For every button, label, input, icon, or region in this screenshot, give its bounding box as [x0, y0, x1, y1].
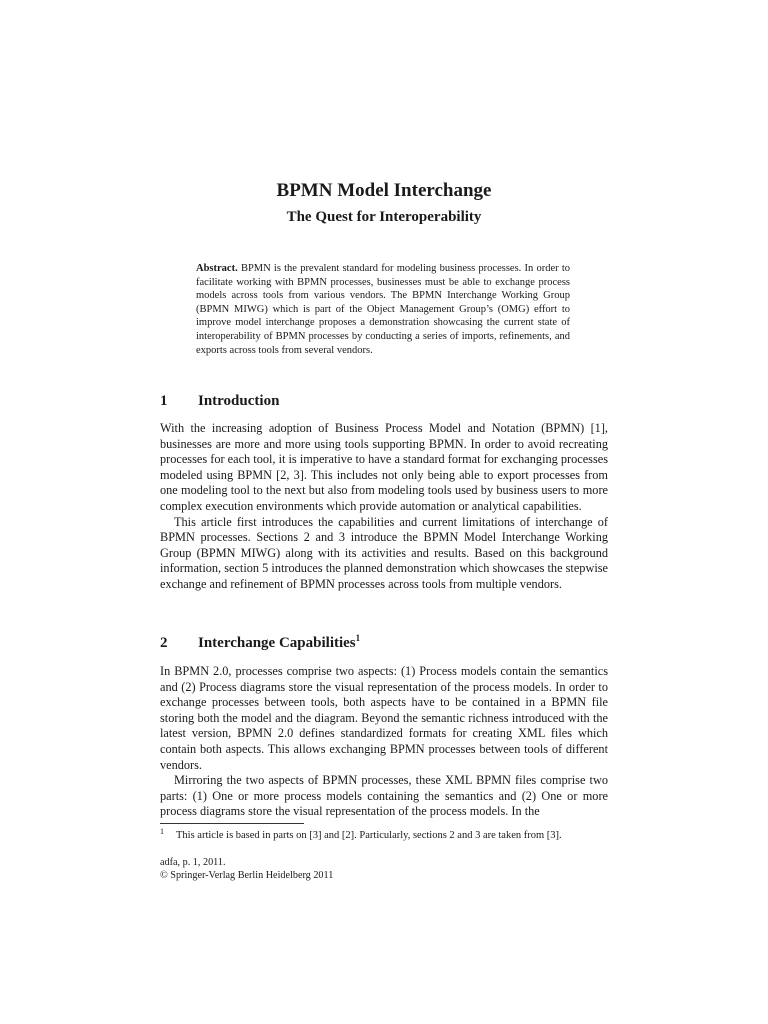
section-number: 2 [160, 635, 168, 651]
paragraph: Mirroring the two aspects of BPMN processes, these XML BPMN files comprise two parts: (1) One or more process models containing the semantics and (2) One or more process diagrams store the visual representation of the process models. In the [160, 773, 608, 819]
section-title: Introduction [198, 393, 280, 409]
abstract [196, 262, 570, 357]
footnote-marker: 1 [355, 633, 361, 643]
footnote-text: This article is based in parts on [3] and [2]. Particularly, sections 2 and 3 are taken from [3]. [176, 830, 562, 841]
paper-subtitle: The Quest for Interoperability [286, 209, 482, 225]
paragraph: With the increasing adoption of Business Process Model and Notation (BPMN) [1], businesses are more and more using tools supporting BPMN. In order to avoid recreating processes for each tool, it is imperative to have a standard format for exchanging processes modeled using BPMN [2, 3]. This includes not only being able to export processes from one modeling tool to the next but also from modeling tools used by business users to more complex execution environments which provide automation or analytical capabilities. [160, 421, 608, 513]
abstract-text: BPMN is the prevalent standard for modeling business processes. In order to facilitate working with BPMN processes, businesses must be able to exchange process models across tools from various vendors. The BPMN Interchange Working Group (BPMN MIWG) which is part of the Object Management Group’s (OMG) effort to improve model interchange proposes a demonstration showcasing the current state of interoperability of BPMN processes by conducting a series of imports, refinements, and exports across tools from several vendors. [196, 263, 571, 356]
section-body-interchange-capabilities [160, 664, 608, 820]
section-heading-introduction [160, 392, 608, 410]
abstract-label: Abstract. [196, 263, 238, 274]
paragraph: In BPMN 2.0, processes comprise two aspects: (1) Process models contain the semantics and (2) Process diagrams store the visual representation of the process models. In order to exchange processes between tools, both aspects have to be contained in a BPMN file storing both the model and the diagram. Beyond the semantic richness introduced with the latest version, BPMN 2.0 defines standardized formats for creating XML files which contain both aspects. This allows exchanging BPMN processes between tools of different vendors. [160, 664, 608, 772]
page-footer [160, 857, 608, 882]
footer-copyright: © Springer-Verlag Berlin Heidelberg 2011 [160, 869, 334, 881]
section-title: Interchange Capabilities [198, 635, 356, 651]
paper-title: BPMN Model Interchange [276, 180, 492, 201]
section-heading-interchange-capabilities [160, 634, 608, 652]
footnote-divider [160, 823, 304, 824]
section-number: 1 [160, 393, 168, 409]
footnote: 1 This article is based in parts on [3] and [2]. Particularly, sections 2 and 3 are taken from [3]. [160, 826, 562, 841]
paragraph: This article first introduces the capabilities and current limitations of interchange of BPMN processes. Sections 2 and 3 introduce the BPMN Model Interchange Working Group (BPMN MIWG) along with its activities and results. Based on this background information, section 5 introduces the planned demonstration which showcases the stepwise exchange and refinement of BPMN processes across tools from multiple vendors. [160, 514, 608, 591]
footer-citation: adfa, p. 1, 2011. [160, 857, 226, 868]
section-body-introduction [160, 421, 608, 593]
